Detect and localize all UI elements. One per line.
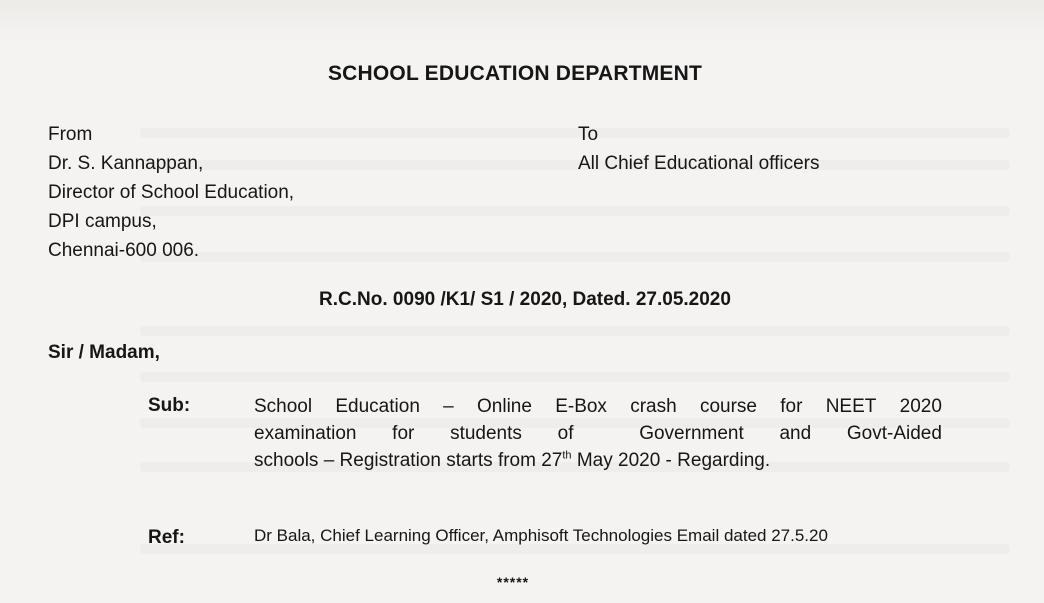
ordinal-suffix: th [562, 449, 572, 462]
subject-word: – [443, 396, 454, 417]
salutation: Sir / Madam, [48, 342, 160, 363]
reference-text: Dr Bala, Chief Learning Officer, Amphisoft Technologies Email dated 27.5.20 [254, 526, 828, 545]
subject-word: students [450, 423, 522, 444]
subject-line-3-text: schools – Registration starts from 27 [254, 450, 563, 471]
subject-word: for [780, 396, 803, 417]
reference-number: R.C.No. 0090 /K1/ S1 / 2020, Dated. 27.05.2020 [319, 289, 731, 310]
from-line: DPI campus, [48, 211, 157, 232]
subject-word: crash [630, 396, 677, 417]
subject-text [254, 393, 942, 474]
subject-word: E-Box [555, 396, 607, 417]
subject-word: Govt-Aided [846, 423, 942, 444]
to-label: To [578, 124, 599, 145]
subject-word: School [254, 396, 313, 417]
subject-word: Online [477, 396, 532, 417]
subject-word: NEET [825, 396, 877, 417]
from-line: Dr. S. Kannappan, [48, 153, 204, 174]
page-title: SCHOOL EDUCATION DEPARTMENT [327, 62, 703, 85]
subject-label: Sub: [148, 395, 191, 416]
bleed-through-line [140, 372, 1010, 382]
subject-line-1 [254, 393, 942, 420]
subject-word: Government [639, 423, 744, 444]
to-line: All Chief Educational officers [578, 153, 820, 174]
from-label: From [48, 124, 93, 145]
subject-word: Education [335, 396, 420, 417]
from-line: Director of School Education, [48, 182, 295, 203]
subject-word: of [557, 423, 574, 444]
reference-label: Ref: [148, 527, 185, 548]
subject-line-3 [254, 447, 942, 474]
subject-word: for [392, 423, 415, 444]
from-line: Chennai-600 006. [48, 240, 200, 261]
subject-line-2 [254, 420, 942, 447]
subject-word: 2020 [899, 396, 942, 417]
separator-stars: ***** [496, 574, 530, 590]
subject-word: and [779, 423, 812, 444]
subject-word: course [699, 396, 757, 417]
subject-line-3-text: May 2020 - Regarding. [571, 450, 771, 471]
bleed-through-line [140, 326, 1010, 336]
from-address-block [48, 120, 294, 265]
to-address-block [578, 120, 820, 178]
subject-word: examination [254, 423, 357, 444]
